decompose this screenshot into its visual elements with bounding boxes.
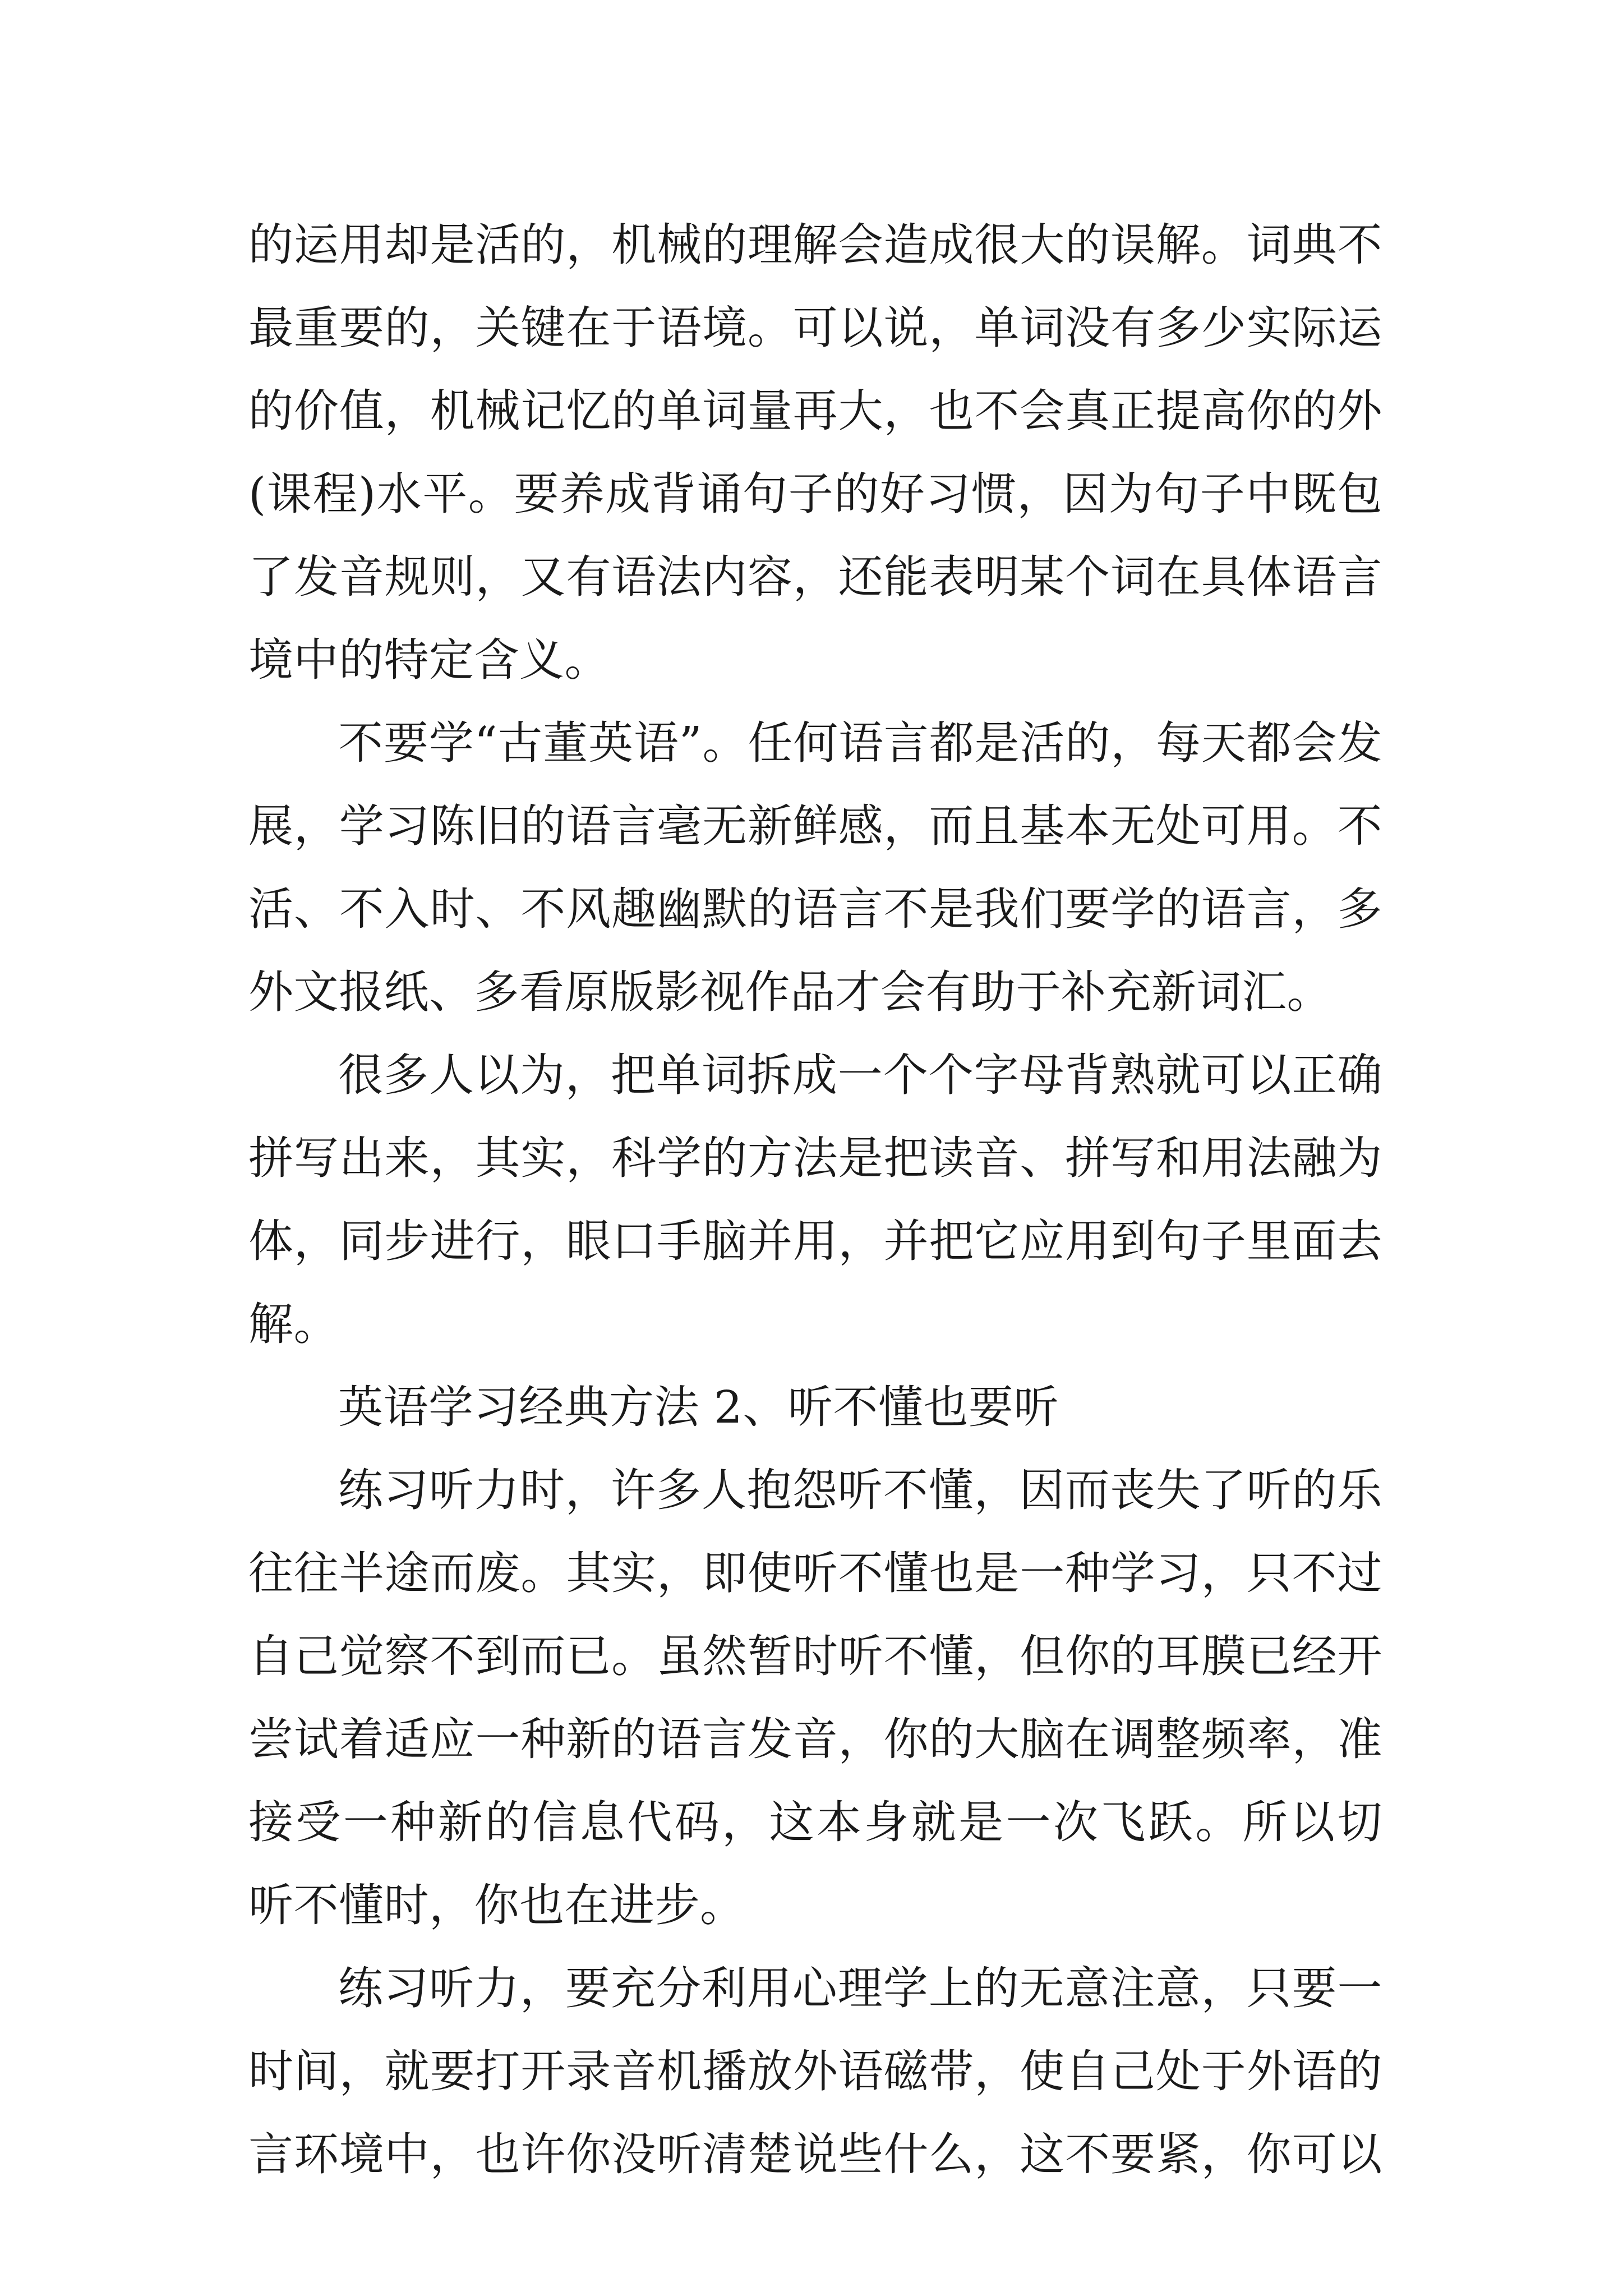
paragraph-3-line-1: 很多人以为，把单词拆成一个个字母背熟就可以正确 (338, 1049, 1382, 1101)
paragraph-5-line-2: 往往半途而废。其实，即使听不懂也是一种学习，只不过 (248, 1547, 1382, 1599)
paragraph-5-line-5: 接受一种新的信息代码，这本身就是一次飞跃。所以切 (248, 1796, 1382, 1848)
document-body (248, 204, 1382, 2196)
section-heading: 英语学习经典方法 2、听不懂也要听 (338, 1381, 1059, 1433)
paragraph-5-line-6: 听不懂时，你也在进步。 (248, 1879, 745, 1931)
paragraph-1-line-1: 的运用却是活的，机械的理解会造成很大的误解。词典不 (248, 219, 1382, 271)
paragraph-1-line-5: 了发音规则，又有语法内容，还能表明某个词在具体语言 (248, 551, 1382, 603)
paragraph-6-line-3: 言环境中，也许你没听清楚说些什么，这不要紧，你可以 (248, 2128, 1382, 2180)
paragraph-3-line-4: 解。 (248, 1298, 339, 1350)
paragraph-1-line-4: (课程)水平。要养成背诵句子的好习惯，因为句子中既包 (248, 468, 1382, 520)
paragraph-2-line-2: 展，学习陈旧的语言毫无新鲜感，而且基本无处可用。不 (248, 800, 1382, 852)
paragraph-5-line-4: 尝试着适应一种新的语言发音，你的大脑在调整频率，准 (248, 1713, 1382, 1765)
paragraph-3-line-2: 拼写出来，其实，科学的方法是把读音、拼写和用法融为 (248, 1132, 1382, 1184)
paragraph-2-line-3: 活、不入时、不风趣幽默的语言不是我们要学的语言，多 (248, 883, 1382, 935)
paragraph-5-line-3: 自己觉察不到而已。虽然暂时听不懂，但你的耳膜已经开 (248, 1630, 1382, 1682)
paragraph-5-line-1: 练习听力时，许多人抱怨听不懂，因而丧失了听的乐 (338, 1464, 1382, 1516)
paragraph-6-line-2: 时间，就要打开录音机播放外语磁带，使自己处于外语的 (248, 2045, 1382, 2097)
paragraph-1-line-6: 境中的特定含义。 (248, 634, 610, 686)
paragraph-2-line-4: 外文报纸、多看原版影视作品才会有助于补充新词汇。 (248, 966, 1332, 1018)
paragraph-1-line-2: 最重要的，关键在于语境。可以说，单词没有多少实际运 (248, 302, 1382, 354)
paragraph-2-line-1: 不要学“古董英语”。任何语言都是活的，每天都会发 (338, 717, 1382, 769)
paragraph-6-line-1: 练习听力，要充分利用心理学上的无意注意，只要一 (338, 1962, 1382, 2014)
paragraph-1-line-3: 的价值，机械记忆的单词量再大，也不会真正提高你的外 (248, 385, 1382, 437)
paragraph-3-line-3: 体，同步进行，眼口手脑并用，并把它应用到句子里面去 (248, 1215, 1382, 1267)
